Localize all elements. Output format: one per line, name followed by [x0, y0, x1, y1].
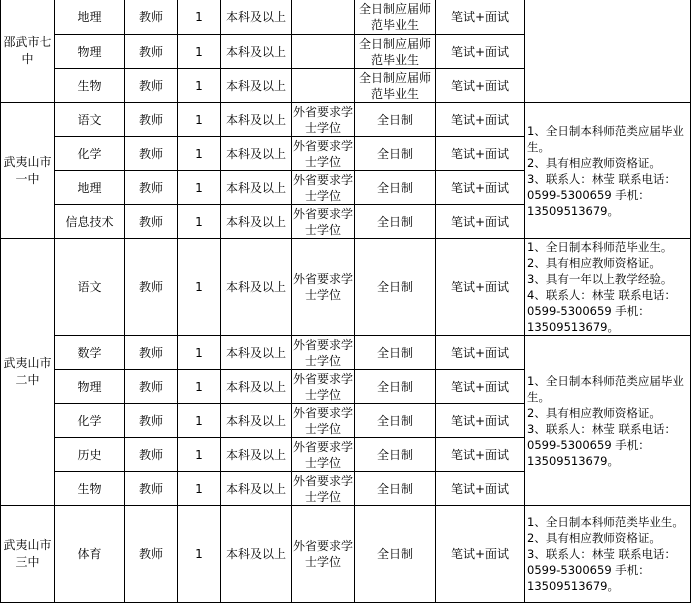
post-cell: 教师 — [125, 506, 178, 603]
requirement-cell — [292, 0, 355, 35]
requirement-cell: 外省要求学士学位 — [292, 439, 353, 470]
subject-cell: 地理 — [55, 0, 125, 35]
post-cell: 教师 — [125, 239, 178, 336]
exam-cell: 笔试+面试 — [436, 35, 525, 69]
post-cell: 教师 — [125, 438, 178, 472]
education-cell: 本科及以上 — [221, 472, 292, 506]
nature-cell: 全日制 — [355, 137, 436, 171]
note-line: 3、联系人：林莹 联系电话：0599-5300659 手机：13509513679。 — [527, 171, 676, 218]
note-line: 3、联系人：林莹 联系电话：0599-5300659 手机：13509513679。 — [527, 421, 676, 468]
note-line: 1、全日制本科师范类应届毕业生。 — [527, 373, 684, 404]
subject-cell: 历史 — [55, 438, 125, 472]
exam-cell: 笔试+面试 — [436, 137, 525, 171]
exam-cell: 笔试+面试 — [436, 239, 525, 336]
subject-cell: 生物 — [55, 472, 125, 506]
nature-cell: 全日制 — [355, 171, 436, 205]
requirement-cell: 外省要求学士学位 — [292, 239, 355, 336]
exam-cell: 笔试+面试 — [436, 404, 525, 438]
education-cell: 本科及以上 — [221, 336, 292, 370]
education-cell: 本科及以上 — [221, 205, 292, 239]
requirement-cell: 外省要求学士学位 — [292, 104, 353, 135]
education-cell: 本科及以上 — [221, 171, 292, 205]
subject-cell: 化学 — [55, 404, 125, 438]
nature-cell: 全日制 — [355, 472, 436, 506]
nature-cell: 全日制 — [355, 336, 436, 370]
nature-cell: 全日制 — [355, 103, 436, 137]
note-cell — [525, 239, 691, 336]
post-cell: 教师 — [125, 137, 178, 171]
education-cell: 本科及以上 — [221, 35, 292, 69]
count-cell: 1 — [178, 0, 221, 35]
count-cell: 1 — [178, 404, 221, 438]
school-name-cell: 邵武市七中 — [1, 0, 55, 103]
post-cell: 教师 — [125, 171, 178, 205]
exam-cell: 笔试+面试 — [436, 0, 525, 35]
nature-cell: 全日制 — [355, 404, 436, 438]
table-row — [1, 336, 691, 370]
note-line: 2、具有相应教师资格证。 — [527, 405, 661, 420]
education-cell: 本科及以上 — [221, 438, 292, 472]
note-line: 1、全日制本科师范毕业生。 — [527, 240, 673, 254]
exam-cell: 笔试+面试 — [436, 69, 525, 103]
education-cell: 本科及以上 — [221, 137, 292, 171]
requirement-cell: 外省要求学士学位 — [292, 172, 353, 203]
table-row — [1, 0, 691, 35]
requirement-cell — [292, 35, 355, 69]
note-cell-empty — [525, 0, 691, 103]
requirement-cell: 外省要求学士学位 — [292, 206, 353, 237]
post-cell: 教师 — [125, 370, 178, 404]
exam-cell: 笔试+面试 — [436, 472, 525, 506]
note-line: 1、全日制本科师范类应届毕业生。 — [527, 123, 684, 154]
count-cell: 1 — [178, 69, 221, 103]
post-cell: 教师 — [125, 103, 178, 137]
note-line: 3、具有一年以上教学经验。 — [527, 272, 673, 286]
note-cell — [525, 336, 691, 506]
exam-cell: 笔试+面试 — [436, 103, 525, 137]
requirement-cell: 外省要求学士学位 — [292, 405, 353, 436]
education-cell: 本科及以上 — [221, 239, 292, 336]
nature-cell: 全日制 — [355, 438, 436, 472]
post-cell: 教师 — [125, 205, 178, 239]
exam-cell: 笔试+面试 — [436, 171, 525, 205]
education-cell: 本科及以上 — [221, 69, 292, 103]
count-cell: 1 — [178, 171, 221, 205]
post-cell: 教师 — [125, 0, 178, 35]
education-cell: 本科及以上 — [221, 404, 292, 438]
subject-cell: 数学 — [55, 336, 125, 370]
note-line: 4、联系人：林莹 联系电话：0599-5300659 手机：13509513679。 — [527, 288, 676, 334]
table-row — [1, 103, 691, 137]
table-row — [1, 239, 691, 336]
post-cell: 教师 — [125, 472, 178, 506]
requirement-cell — [292, 69, 355, 103]
post-cell: 教师 — [125, 404, 178, 438]
school-name-cell: 武夷山市二中 — [1, 239, 55, 506]
note-line: 2、具有相应教师资格证。 — [527, 155, 661, 170]
subject-cell: 信息技术 — [55, 205, 125, 239]
table-row — [1, 506, 691, 603]
note-line: 3、联系人：林莹 联系电话：0599-5300659 手机：13509513679。 — [527, 547, 676, 593]
subject-cell: 语文 — [55, 239, 125, 336]
post-cell: 教师 — [125, 69, 178, 103]
exam-cell: 笔试+面试 — [436, 205, 525, 239]
education-cell: 本科及以上 — [221, 103, 292, 137]
school-name-cell: 武夷山市三中 — [1, 506, 55, 603]
nature-cell: 全日制应届师范毕业生 — [355, 69, 436, 103]
requirement-cell: 外省要求学士学位 — [292, 337, 353, 368]
count-cell: 1 — [178, 506, 221, 603]
education-cell: 本科及以上 — [221, 0, 292, 35]
exam-cell: 笔试+面试 — [436, 506, 525, 603]
nature-cell: 全日制 — [355, 506, 436, 603]
nature-cell: 全日制应届师范毕业生 — [355, 0, 436, 35]
subject-cell: 化学 — [55, 137, 125, 171]
exam-cell: 笔试+面试 — [436, 336, 525, 370]
exam-cell: 笔试+面试 — [436, 370, 525, 404]
note-line: 2、具有相应教师资格证。 — [527, 256, 661, 270]
post-cell: 教师 — [125, 35, 178, 69]
note-line: 2、具有相应教师资格证。 — [527, 531, 661, 545]
subject-cell: 体育 — [55, 506, 125, 603]
note-line: 1、全日制本科师范类毕业生。 — [527, 515, 684, 529]
note-cell — [525, 506, 691, 603]
nature-cell: 全日制 — [355, 205, 436, 239]
education-cell: 本科及以上 — [221, 506, 292, 603]
count-cell: 1 — [178, 239, 221, 336]
education-cell: 本科及以上 — [221, 370, 292, 404]
subject-cell: 生物 — [55, 69, 125, 103]
count-cell: 1 — [178, 472, 221, 506]
exam-cell: 笔试+面试 — [436, 438, 525, 472]
count-cell: 1 — [178, 35, 221, 69]
count-cell: 1 — [178, 205, 221, 239]
post-cell: 教师 — [125, 336, 178, 370]
note-cell — [525, 103, 691, 239]
subject-cell: 地理 — [55, 171, 125, 205]
requirement-cell: 外省要求学士学位 — [292, 138, 353, 169]
school-name-cell: 武夷山市一中 — [1, 103, 55, 239]
requirement-cell: 外省要求学士学位 — [292, 473, 353, 504]
requirement-cell: 外省要求学士学位 — [292, 506, 355, 603]
count-cell: 1 — [178, 336, 221, 370]
count-cell: 1 — [178, 137, 221, 171]
count-cell: 1 — [178, 370, 221, 404]
subject-cell: 物理 — [55, 35, 125, 69]
subject-cell: 语文 — [55, 103, 125, 137]
subject-cell: 物理 — [55, 370, 125, 404]
requirement-cell: 外省要求学士学位 — [292, 371, 353, 402]
nature-cell: 全日制应届师范毕业生 — [355, 35, 436, 69]
count-cell: 1 — [178, 103, 221, 137]
nature-cell: 全日制 — [355, 239, 436, 336]
count-cell: 1 — [178, 438, 221, 472]
nature-cell: 全日制 — [355, 370, 436, 404]
